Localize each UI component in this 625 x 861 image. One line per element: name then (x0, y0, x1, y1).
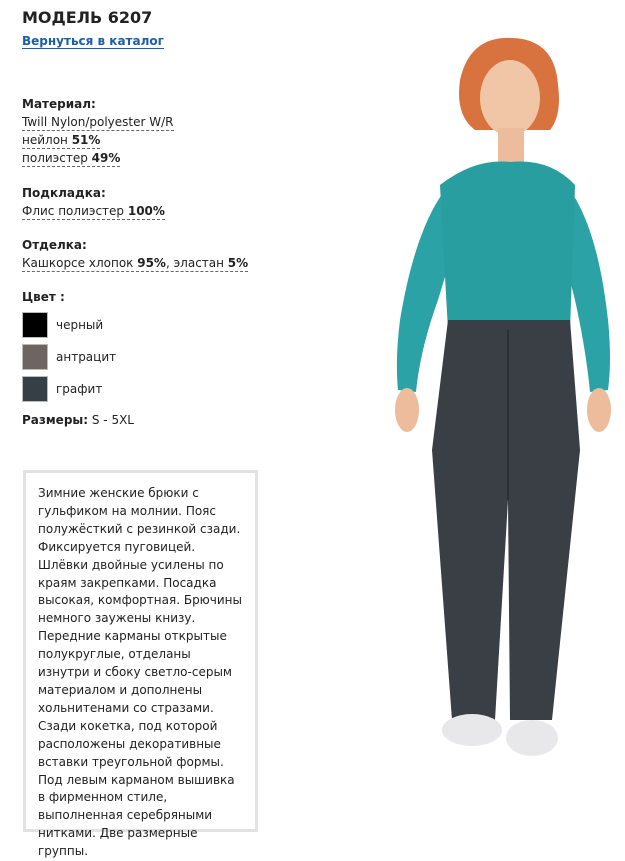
lining-value: Флис полиэстер 100% (22, 204, 165, 218)
color-name: антрацит (56, 350, 117, 364)
color-option-graphite[interactable] (22, 376, 116, 402)
sizes-label: Размеры: (22, 413, 89, 427)
color-swatch[interactable] (22, 344, 48, 370)
color-option-anthracite[interactable] (22, 344, 116, 370)
finish-value: Кашкорсе хлопок 95%, эластан 5% (22, 256, 249, 270)
finish-label: Отделка: (22, 238, 87, 252)
sizes-value: S - 5XL (88, 413, 134, 427)
material-fabric: Twill Nylon/polyester W/R (22, 115, 174, 129)
material-section (22, 95, 174, 167)
color-swatch[interactable] (22, 312, 48, 338)
color-name: черный (56, 318, 104, 332)
finish-section (22, 236, 248, 272)
page-title: МОДЕЛЬ 6207 (22, 8, 153, 27)
color-swatch[interactable] (22, 376, 48, 402)
material-line-polyester: полиэстер 49% (22, 151, 121, 165)
sizes-section (22, 411, 134, 429)
lining-label: Подкладка: (22, 186, 106, 200)
color-name: графит (56, 382, 103, 396)
lining-section (22, 184, 165, 220)
material-line-nylon: нейлон 51% (22, 133, 101, 147)
color-label: Цвет : (22, 290, 65, 304)
color-option-black[interactable] (22, 312, 116, 338)
material-label: Материал: (22, 97, 96, 111)
color-section (22, 288, 116, 402)
description-box: Зимние женские брюки с гульфиком на молнии. Пояс полужёсткий с резинкой сзади. Фиксируется пуговицей. Шлёвки двойные усилены по краям закрепками. Посадка высокая, комфортная. Брючины немного заужены книзу. Передние карманы открытые полукруглые, отделаны изнутри и сбоку светло-серым материалом и дополнены хольнитенами со стразами. Сзади кокетка, под которой расположены декоративные вставки треугольной формы. Под левым карманом вышивка в фирменном стиле, выполненная серебряными нитками. Две размерные группы. (23, 470, 258, 832)
back-to-catalog-link[interactable]: Вернуться в каталог (22, 34, 164, 48)
product-photo (380, 30, 625, 835)
